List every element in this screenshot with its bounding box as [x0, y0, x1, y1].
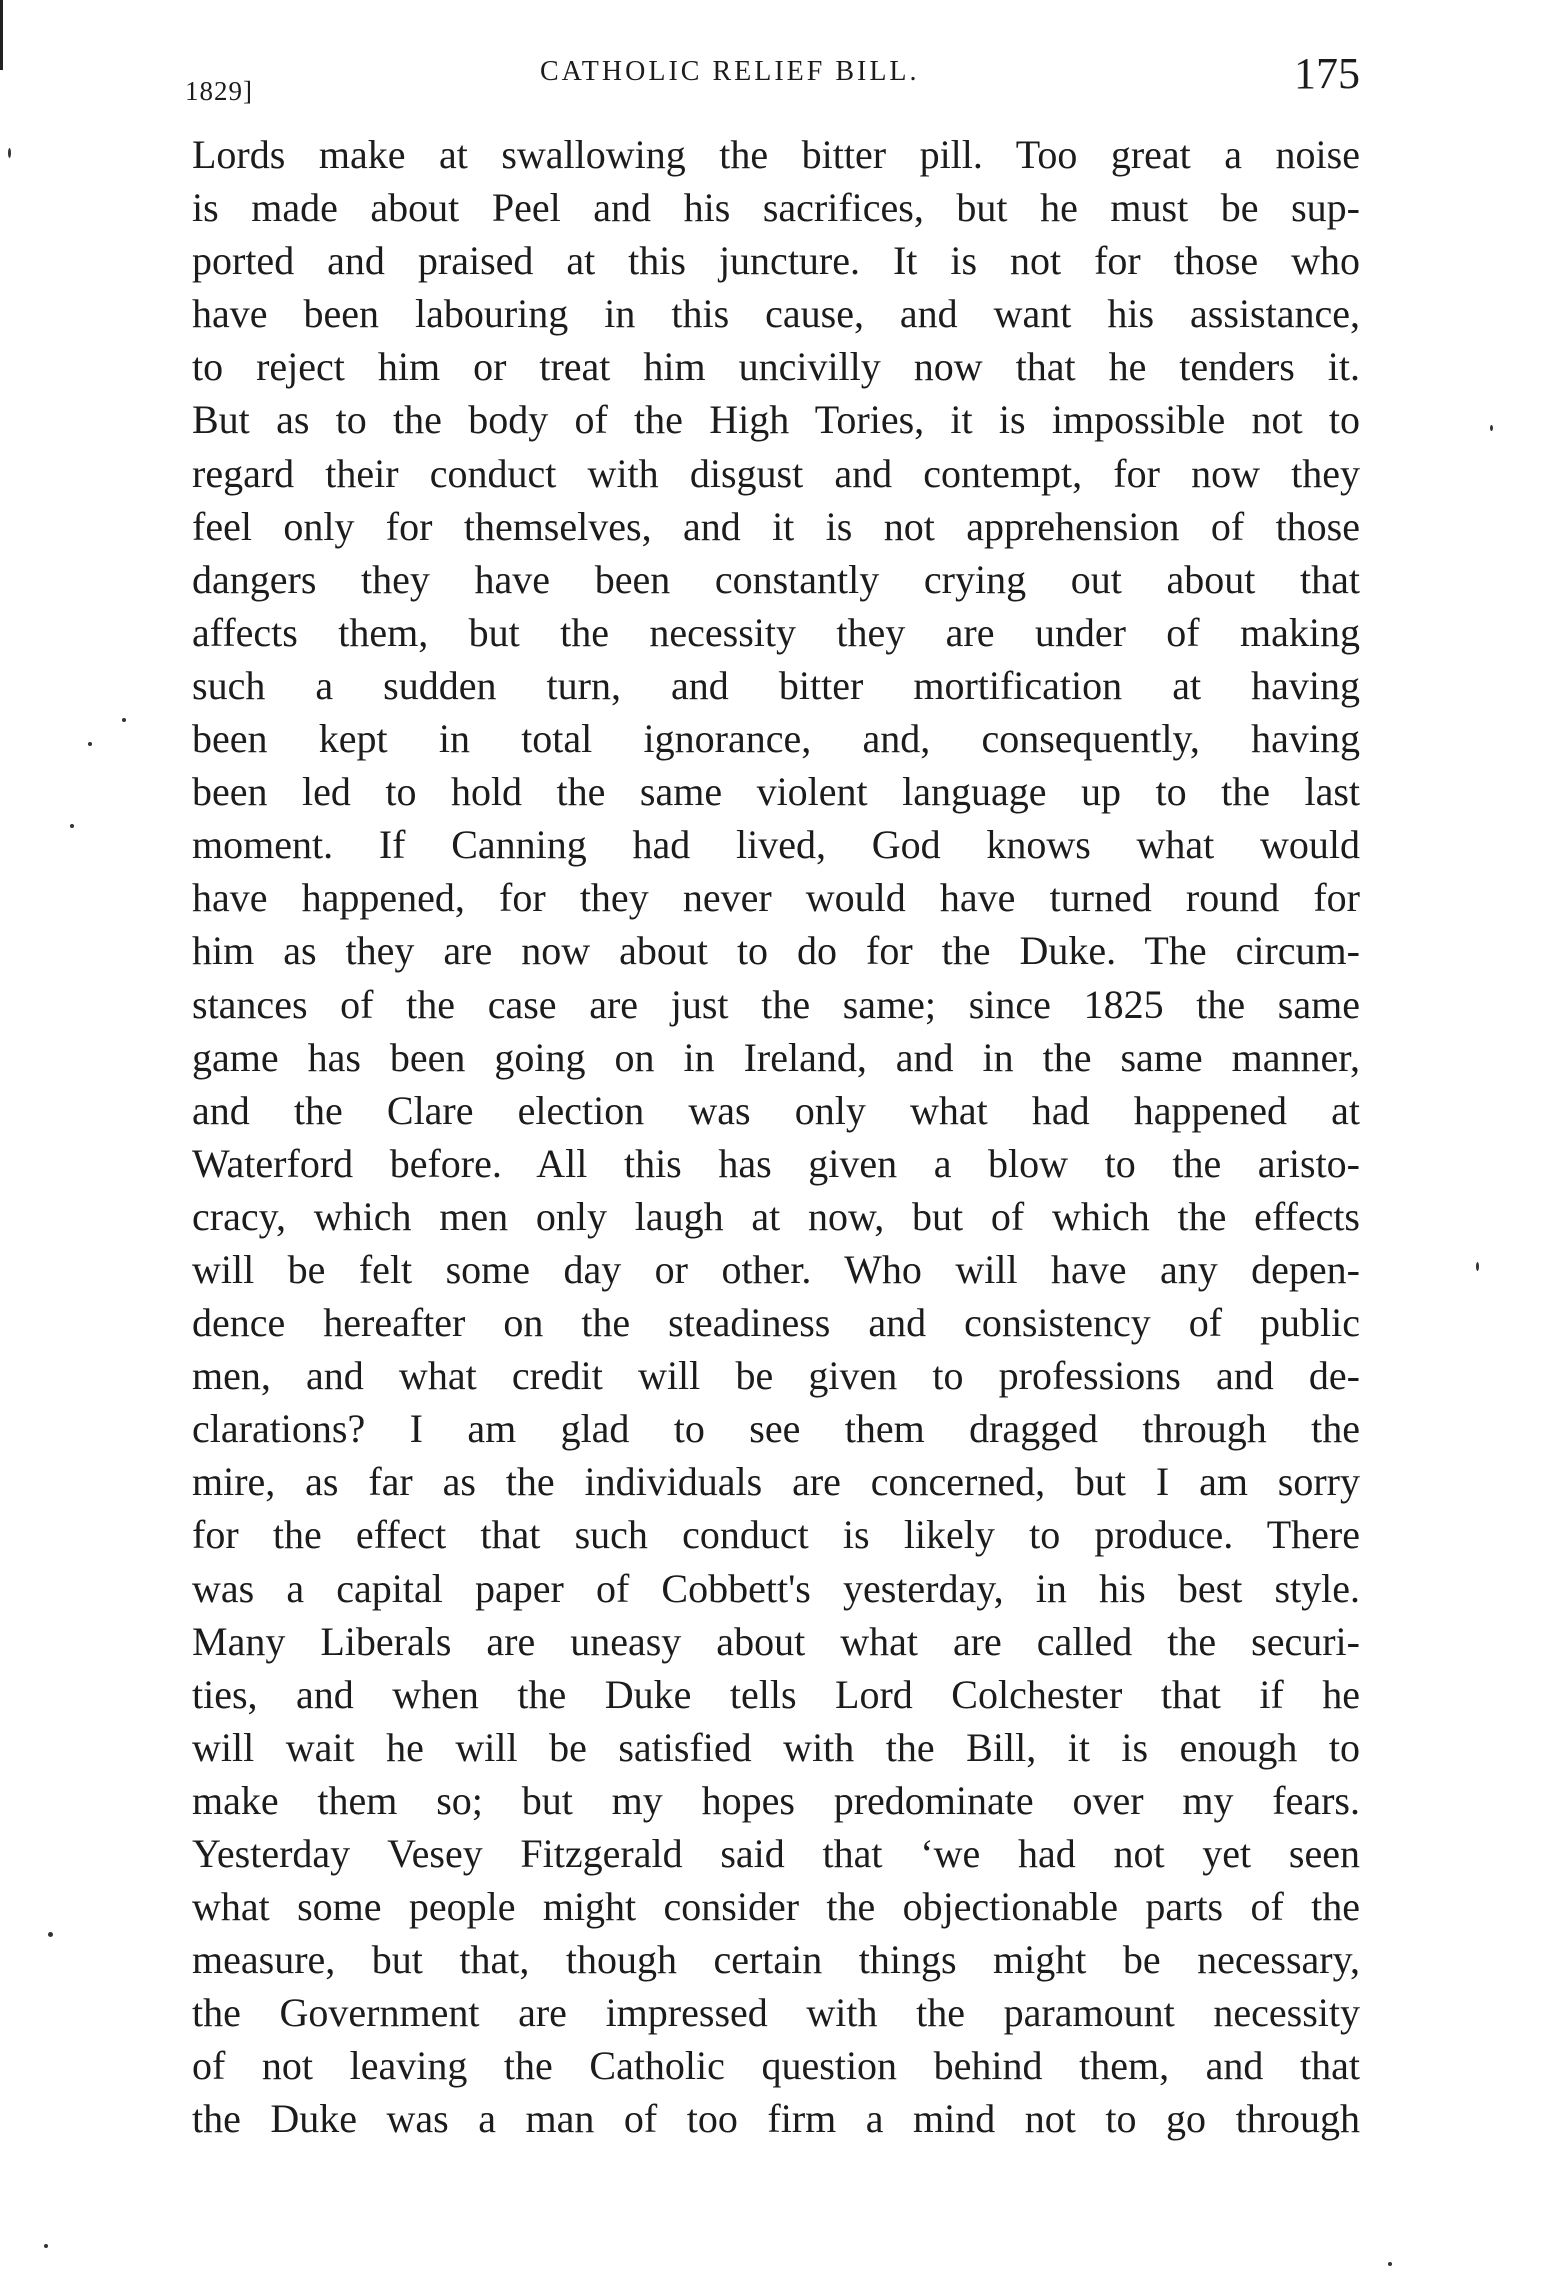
- text-line: regard their conduct with disgust and contempt, for now they: [192, 450, 1360, 496]
- text-line: for the effect that such conduct is likely to produce. There: [192, 1512, 1360, 1558]
- text-line: dence hereafter on the steadiness and consistency of public: [192, 1300, 1360, 1346]
- text-line: of not leaving the Catholic question behind them, and that: [192, 2043, 1360, 2089]
- speck: [48, 1932, 53, 1937]
- speck: [88, 742, 92, 746]
- text-line: make them so; but my hopes predominate over my fears.: [192, 1777, 1360, 1823]
- text-line: measure, but that, though certain things might be necessary,: [192, 1937, 1360, 1983]
- text-line: Waterford before. All this has given a blow to the aristo-: [192, 1140, 1360, 1186]
- header-title: CATHOLIC RELIEF BILL.: [540, 56, 920, 87]
- text-line: ported and praised at this juncture. It is not for those who: [192, 238, 1360, 284]
- text-line: such a sudden turn, and bitter mortification at having: [192, 662, 1360, 708]
- left-edge-mark: [0, 0, 3, 70]
- header-year: 1829]: [185, 76, 253, 106]
- text-line: game has been going on in Ireland, and in the same manner,: [192, 1034, 1360, 1080]
- text-line: have been labouring in this cause, and want his assistance,: [192, 291, 1360, 337]
- text-line: have happened, for they never would have turned round for: [192, 875, 1360, 921]
- speck: [70, 824, 74, 828]
- body-text: [192, 128, 1360, 2146]
- text-line: cracy, which men only laugh at now, but of which the effects: [192, 1193, 1360, 1239]
- running-header: [185, 48, 1360, 128]
- page-number: 175: [1294, 49, 1360, 98]
- text-line: moment. If Canning had lived, God knows what would: [192, 822, 1360, 868]
- text-line: Yesterday Vesey Fitzgerald said that ‘we had not yet seen: [192, 1831, 1360, 1876]
- text-line: him as they are now about to do for the Duke. The circum-: [192, 928, 1360, 974]
- text-line: been led to hold the same violent language up to the last: [192, 769, 1360, 815]
- text-line: Lords make at swallowing the bitter pill. Too great a noise: [192, 132, 1360, 177]
- text-line: will be felt some day or other. Who will have any depen-: [192, 1246, 1360, 1292]
- text-line: clarations? I am glad to see them dragged through the: [192, 1406, 1360, 1452]
- text-line: will wait he will be satisfied with the Bill, it is enough to: [192, 1724, 1360, 1770]
- text-line: But as to the body of the High Tories, it is impossible not to: [192, 397, 1360, 443]
- speck: [1476, 1262, 1479, 1271]
- text-line: Many Liberals are uneasy about what are called the securi-: [192, 1618, 1360, 1664]
- speck: [1490, 425, 1493, 431]
- text-line: and the Clare election was only what had happened at: [192, 1087, 1360, 1133]
- speck: [122, 718, 126, 722]
- text-line: dangers they have been constantly crying out about that: [192, 556, 1360, 602]
- text-line: been kept in total ignorance, and, consequently, having: [192, 716, 1360, 762]
- speck: [1388, 2262, 1392, 2266]
- text-line: ties, and when the Duke tells Lord Colchester that if he: [192, 1671, 1360, 1717]
- text-line: mire, as far as the individuals are concerned, but I am sorry: [192, 1459, 1360, 1505]
- text-line: to reject him or treat him uncivilly now that he tenders it.: [192, 344, 1360, 390]
- text-line: the Duke was a man of too firm a mind not to go through: [192, 2096, 1360, 2142]
- text-line: was a capital paper of Cobbett's yesterday, in his best style.: [192, 1565, 1360, 1611]
- text-line: men, and what credit will be given to professions and de-: [192, 1353, 1360, 1399]
- text-line: is made about Peel and his sacrifices, but he must be sup-: [192, 185, 1360, 231]
- text-line: the Government are impressed with the paramount necessity: [192, 1990, 1360, 2036]
- text-line: feel only for themselves, and it is not apprehension of those: [192, 503, 1360, 549]
- speck: [8, 148, 11, 158]
- text-line: affects them, but the necessity they are under of making: [192, 609, 1360, 655]
- text-line: stances of the case are just the same; since 1825 the same: [192, 981, 1360, 1027]
- text-line: what some people might consider the objectionable parts of the: [192, 1884, 1360, 1930]
- speck: [44, 2244, 48, 2248]
